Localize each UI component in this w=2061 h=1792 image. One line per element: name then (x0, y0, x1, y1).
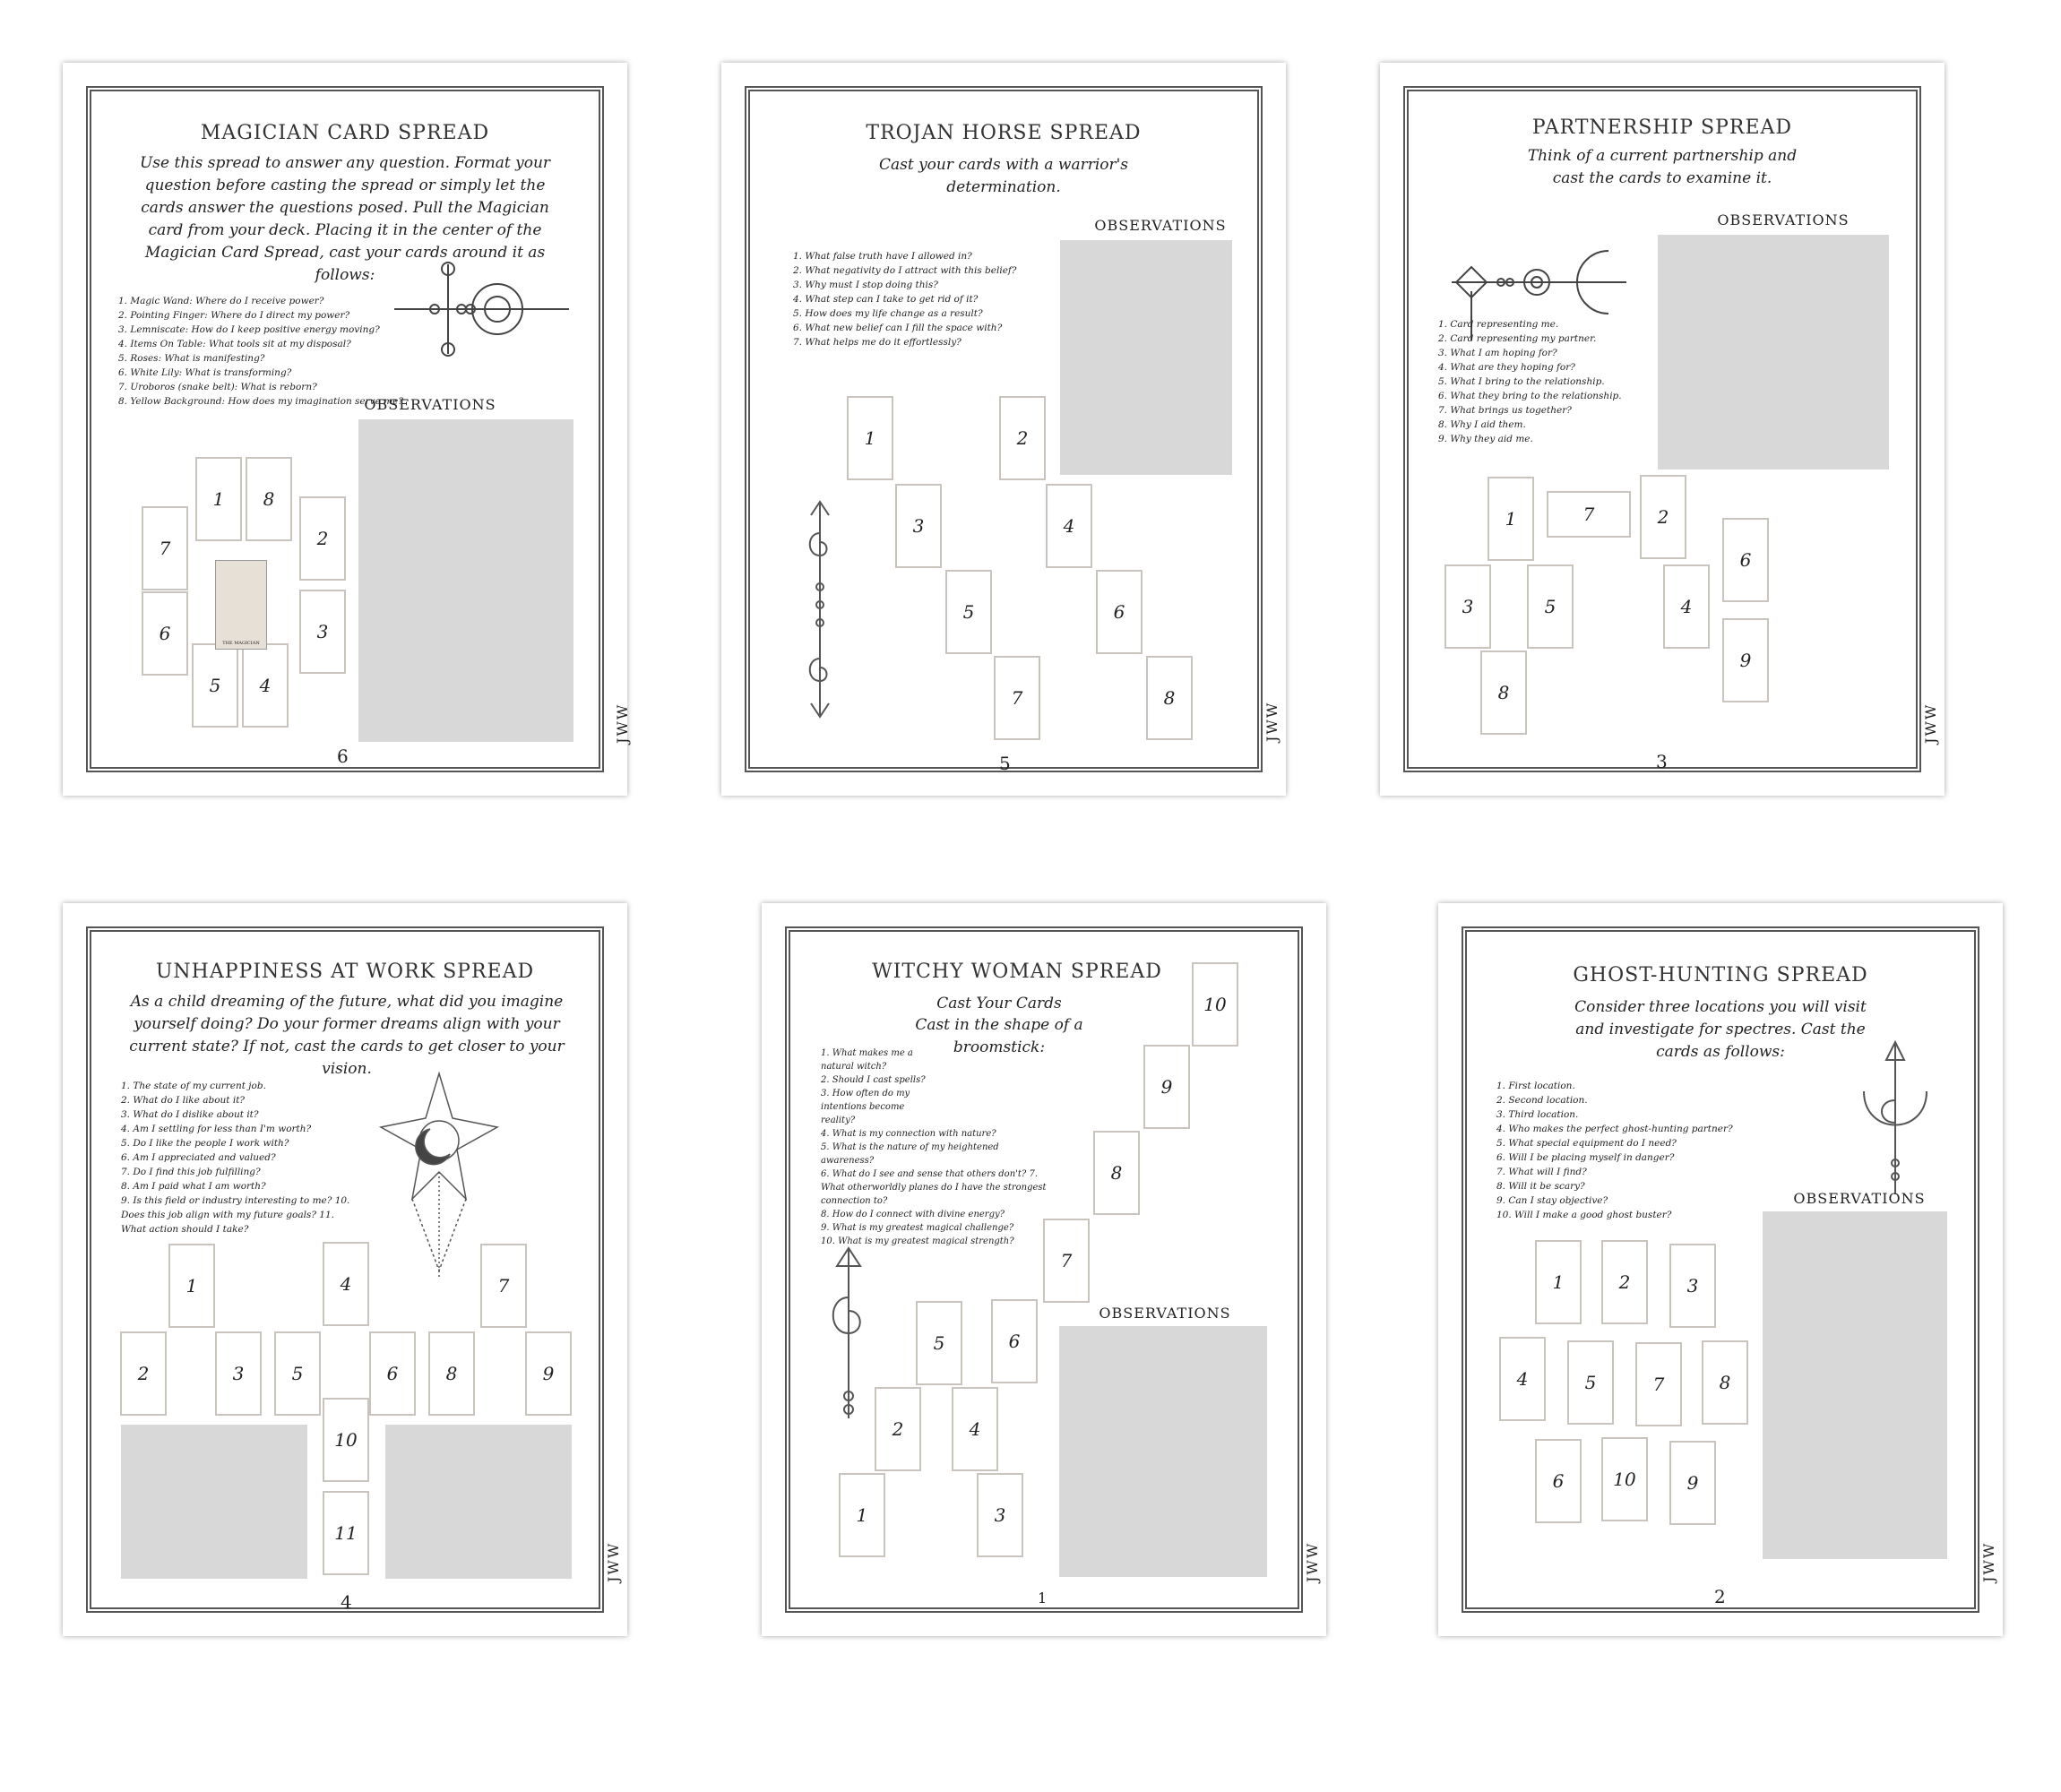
card-slot: 4 (242, 643, 289, 728)
observations-box-left (121, 1425, 307, 1579)
signature: JWW (1980, 1541, 1997, 1582)
list-item: 8. Why I aid them. (1438, 419, 1526, 430)
observations-box (1059, 1326, 1267, 1577)
magician-tarot-card (215, 560, 267, 650)
card-slot: 9 (1669, 1441, 1716, 1525)
page-witchy-woman-spread (762, 903, 1326, 1636)
page-title: GHOST-HUNTING SPREAD (1573, 964, 1868, 986)
list-item: 5. Do I like the people I work with? (121, 1138, 289, 1149)
card-slot: 3 (977, 1473, 1023, 1557)
signature: JWW (1263, 701, 1281, 742)
list-item: 2. Second location. (1496, 1095, 1588, 1106)
list-item: 9. Is this field or industry interesting to me? 10. (121, 1195, 350, 1206)
list-item: 2. What negativity do I attract with this belief? (793, 265, 1017, 276)
list-item: 1. The state of my current job. (121, 1081, 266, 1091)
list-item: 7. What will I find? (1496, 1167, 1587, 1177)
list-item: 6. White Lily: What is transforming? (118, 367, 292, 378)
page-number: 6 (337, 745, 349, 767)
signature: JWW (1922, 702, 1939, 744)
page-title: UNHAPPINESS AT WORK SPREAD (155, 961, 535, 983)
list-item: 5. How does my life change as a result? (793, 308, 983, 319)
list-item: 1. What makes me a (821, 1048, 913, 1058)
card-slot: 9 (1143, 1045, 1190, 1129)
card-slot: 3 (299, 590, 346, 674)
list-item: 9. What is my greatest magical challenge? (821, 1223, 1014, 1233)
card-slot: 1 (847, 396, 893, 480)
list-item: intentions become (821, 1102, 905, 1112)
card-slot: 6 (369, 1331, 416, 1416)
card-slot: 6 (991, 1299, 1038, 1383)
card-slot: 5 (916, 1301, 962, 1385)
card-slot: 5 (192, 643, 238, 728)
list-item: awareness? (821, 1156, 875, 1166)
list-item: Does this job align with my future goals? 11. (121, 1210, 334, 1220)
card-slot: 7 (994, 656, 1040, 740)
card-slot: 4 (1046, 484, 1092, 568)
card-slot: 4 (952, 1387, 998, 1471)
list-item: 6. Will I be placing myself in danger? (1496, 1152, 1675, 1163)
card-slot: 2 (1640, 475, 1686, 559)
observations-label: OBSERVATIONS (364, 396, 496, 413)
list-item: 3. How often do my (821, 1089, 910, 1098)
signature: JWW (614, 702, 631, 744)
intro-text: Use this spread to answer any question. Format your question before casting the spread or simply let the cards answer the questions posed. Pull the Magician card from your deck. Placing it in the center of the Magician Card Spread, cast your cards around it as follows: (139, 154, 551, 284)
list-item: 4. What is my connection with nature? (821, 1129, 996, 1139)
card-slot: 2 (999, 396, 1046, 480)
card-slot: 10 (323, 1398, 369, 1482)
list-item: 7. Do I find this job fulfilling? (121, 1167, 261, 1177)
page-number: 4 (341, 1591, 352, 1613)
card-slot: 4 (1499, 1337, 1546, 1421)
card-slot: 1 (1488, 477, 1534, 561)
card-slot: 7 (142, 506, 188, 590)
card-slot: 1 (1535, 1240, 1582, 1324)
list-item: 3. What I am hoping for? (1438, 348, 1557, 358)
page-number: 3 (1656, 751, 1668, 772)
signature: JWW (605, 1541, 622, 1582)
card-slot: 8 (1480, 650, 1527, 735)
list-item: 4. What are they hoping for? (1438, 362, 1575, 373)
card-slot: 8 (1093, 1131, 1140, 1215)
list-item: 4. Am I settling for less than I'm worth? (121, 1124, 312, 1134)
card-slot: 3 (1669, 1244, 1716, 1328)
observations-label: OBSERVATIONS (1717, 211, 1850, 228)
list-item: 5. Roses: What is manifesting? (118, 353, 265, 364)
list-item: 9. Why they aid me. (1438, 434, 1533, 444)
page-magician-spread (63, 63, 631, 796)
list-item: 7. What brings us together? (1438, 405, 1572, 416)
page-number: 1 (1038, 1590, 1048, 1607)
intro-text: As a child dreaming of the future, what did you imagine yourself doing? Do your former dreams align with your current state? If not, cast the cards to get closer to your vision. (129, 993, 565, 1078)
list-item: 1. First location. (1496, 1081, 1575, 1091)
list-item: 8. Will it be scary? (1496, 1181, 1585, 1192)
observations-box (1763, 1211, 1947, 1559)
list-item: 10. Will I make a good ghost buster? (1496, 1210, 1672, 1220)
list-item: 10. What is my greatest magical strength? (821, 1236, 1014, 1246)
page-partnership-spread (1380, 63, 1945, 796)
intro-line-1: Cast Your Cards (936, 995, 1062, 1012)
card-slot: 4 (323, 1242, 369, 1326)
question-list (1496, 1079, 1756, 1222)
card-slot: 6 (1096, 570, 1143, 654)
intro-line-2: Cast in the shape of a broomstick: (915, 1016, 1083, 1056)
intro-text: Think of a current partnership and cast the cards to examine it. (1527, 147, 1798, 187)
card-slot: 3 (215, 1331, 262, 1416)
card-slot: 5 (274, 1331, 321, 1416)
page-title: PARTNERSHIP SPREAD (1531, 116, 1793, 139)
page-title: WITCHY WOMAN SPREAD (872, 961, 1162, 983)
list-item: 6. What new belief can I fill the space with? (793, 323, 1003, 333)
list-item: 2. What do I like about it? (121, 1095, 246, 1106)
ghost-sigil-icon (1855, 1038, 1936, 1199)
page-ghost-hunting-spread (1438, 903, 2003, 1636)
list-item: 3. Why must I stop doing this? (793, 280, 938, 290)
magician-sigil-icon (385, 255, 573, 363)
list-item: reality? (821, 1116, 856, 1125)
observations-label: OBSERVATIONS (1793, 1190, 1926, 1207)
card-slot: 8 (428, 1331, 475, 1416)
list-item: 1. Card representing me. (1438, 319, 1559, 330)
list-item: 4. Items On Table: What tools sit at my disposal? (118, 339, 351, 349)
card-slot: 6 (1535, 1439, 1582, 1523)
observations-label: OBSERVATIONS (1094, 217, 1227, 234)
signature: JWW (1304, 1541, 1321, 1582)
question-list (121, 1079, 363, 1236)
list-item: 7. Uroboros (snake belt): What is reborn? (118, 382, 317, 392)
card-slot: 7 (1635, 1342, 1682, 1426)
card-slot: 3 (895, 484, 942, 568)
list-item: 5. What I bring to the relationship. (1438, 376, 1605, 387)
card-slot: 1 (168, 1244, 215, 1328)
list-item: 3. What do I dislike about it? (121, 1109, 259, 1120)
card-slot: 11 (323, 1491, 369, 1575)
card-slot: 10 (1601, 1437, 1648, 1521)
card-slot: 2 (1601, 1240, 1648, 1324)
card-caption: THE MAGICIAN (222, 641, 260, 646)
observations-label: OBSERVATIONS (1099, 1305, 1231, 1322)
card-slot: 9 (1722, 618, 1769, 702)
broomstick-sigil-icon (817, 1244, 880, 1423)
question-list (821, 1047, 1054, 1248)
list-item: natural witch? (821, 1062, 887, 1072)
card-slot: 8 (1146, 656, 1193, 740)
page-title: MAGICIAN CARD SPREAD (200, 122, 490, 144)
card-slot: 7 (480, 1244, 527, 1328)
list-item: 4. Who makes the perfect ghost-hunting partner? (1496, 1124, 1733, 1134)
card-slot: 9 (525, 1331, 572, 1416)
list-item: 8. How do I connect with divine energy? (821, 1210, 1005, 1219)
list-item: 6. What do I see and sense that others don't? 7. (821, 1169, 1038, 1179)
list-item: connection to? (821, 1196, 888, 1206)
list-item: 1. What false truth have I allowed in? (793, 251, 972, 262)
card-slot: 1 (839, 1473, 885, 1557)
question-list (1438, 317, 1653, 446)
list-item: 5. What special equipment do I need? (1496, 1138, 1677, 1149)
observations-box (1060, 240, 1232, 475)
list-item: 3. Third location. (1496, 1109, 1579, 1120)
card-slot: 5 (1567, 1340, 1614, 1425)
card-slot: 2 (875, 1387, 921, 1471)
intro-text: Consider three locations you will visit and investigate for spectres. Cast the cards as follows: (1574, 998, 1867, 1061)
list-item: 9. Can I stay objective? (1496, 1195, 1608, 1206)
list-item: 2. Card representing my partner. (1438, 333, 1597, 344)
list-item: 4. What step can I take to get rid of it? (793, 294, 979, 305)
list-item: 2. Pointing Finger: Where do I direct my power? (118, 310, 350, 321)
arrow-spiral-sigil-icon (798, 497, 842, 721)
list-item: 8. Yellow Background: How does my imagination serve me? (118, 396, 403, 407)
card-slot: 10 (1192, 962, 1238, 1047)
intro-text: Cast your cards with a warrior's determination. (878, 156, 1129, 196)
question-list (793, 249, 1044, 349)
observations-box-right (385, 1425, 572, 1579)
page-title: TROJAN HORSE SPREAD (866, 122, 1142, 144)
list-item: 5. What is the nature of my heightened (821, 1142, 999, 1152)
observations-box (358, 419, 573, 742)
page-unhappiness-at-work-spread (63, 903, 627, 1636)
list-item: 6. Am I appreciated and valued? (121, 1152, 276, 1163)
card-slot: 2 (299, 496, 346, 581)
card-slot: 3 (1444, 564, 1491, 649)
page-number: 5 (999, 753, 1011, 774)
list-item: 3. Lemniscate: How do I keep positive energy moving? (118, 324, 380, 335)
list-item: 1. Magic Wand: Where do I receive power? (118, 296, 324, 306)
page-trojan-horse-spread (721, 63, 1286, 796)
list-item: 6. What they bring to the relationship. (1438, 391, 1622, 401)
list-item: 7. What helps me do it effortlessly? (793, 337, 962, 348)
observations-box (1658, 235, 1889, 470)
card-slot: 8 (246, 457, 292, 541)
list-item: 2. Should I cast spells? (821, 1075, 926, 1085)
page-number: 2 (1714, 1586, 1726, 1607)
card-slot: 6 (142, 591, 188, 676)
card-slot: 7 (1547, 491, 1631, 538)
list-item: What otherworldly planes do I have the strongest (821, 1183, 1047, 1193)
card-slot: 5 (945, 570, 992, 654)
card-slot: 8 (1702, 1340, 1748, 1425)
card-slot: 4 (1663, 564, 1710, 649)
card-slot: 2 (120, 1331, 167, 1416)
list-item: 8. Am I paid what I am worth? (121, 1181, 266, 1192)
list-item: What action should I take? (121, 1224, 249, 1235)
card-slot: 1 (195, 457, 242, 541)
card-slot: 7 (1043, 1219, 1090, 1303)
card-slot: 5 (1527, 564, 1574, 649)
card-slot: 6 (1722, 518, 1769, 602)
